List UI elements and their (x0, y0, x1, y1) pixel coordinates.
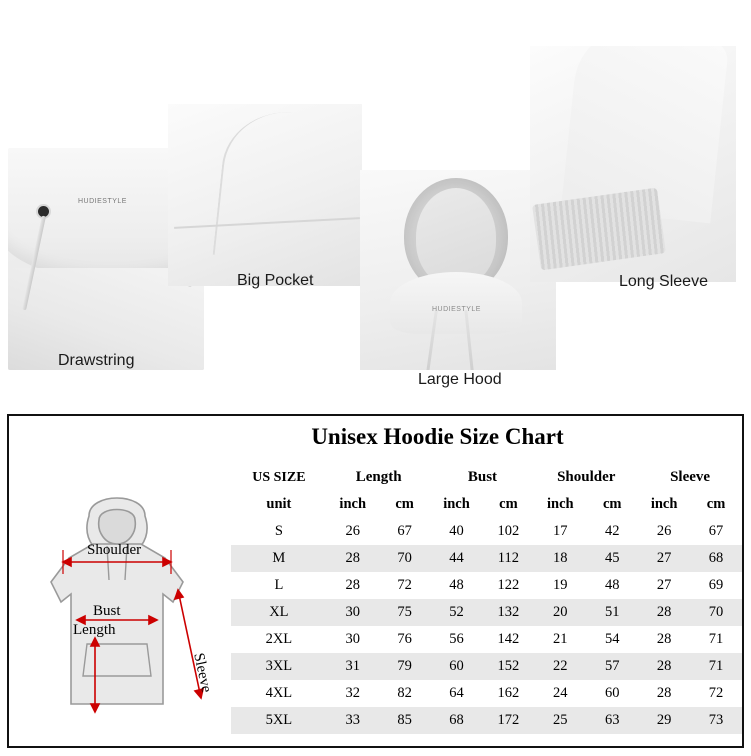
cell: 60 (604, 685, 620, 701)
unit-cell: inch (650, 496, 678, 512)
cell: 57 (586, 653, 638, 680)
unit-label: unit (266, 496, 292, 512)
size-table (231, 464, 742, 734)
cell: 44 (431, 545, 483, 572)
cell: 112 (482, 545, 534, 572)
cell: 48 (604, 577, 620, 593)
shoulder-label: Shoulder (87, 542, 142, 558)
cell: 85 (379, 707, 431, 734)
cell: 52 (431, 599, 483, 626)
cell: 29 (638, 707, 690, 734)
cell: 27 (656, 577, 672, 593)
cell: 28 (638, 653, 690, 680)
cell: 28 (345, 577, 360, 593)
cell: 24 (553, 685, 568, 701)
pocket-curve (213, 106, 362, 273)
cell: 19 (553, 577, 568, 593)
size-chart-title (9, 424, 746, 450)
table-row (231, 599, 742, 626)
brand-logo: HUDIESTYLE (432, 306, 481, 313)
table-unit-row (231, 491, 742, 518)
header-group-bust: Bust (467, 469, 498, 485)
cell: 64 (449, 685, 464, 701)
table-row (231, 545, 742, 572)
unit-cell: cm (499, 496, 518, 512)
cell: 48 (449, 577, 464, 593)
table-row (231, 680, 742, 707)
table-group-header-row (231, 464, 742, 491)
cell: 132 (482, 599, 534, 626)
measurement-diagram (15, 462, 227, 744)
cell: 33 (327, 707, 379, 734)
cell: 21 (553, 631, 568, 647)
table-row (231, 518, 742, 545)
cell: 28 (656, 685, 672, 701)
large-hood-photo (360, 170, 556, 370)
cell: 42 (604, 523, 620, 539)
size-chart-title-text: Unisex Hoodie Size Chart (311, 424, 564, 449)
cell: 28 (638, 599, 690, 626)
big-pocket-label: Big Pocket (237, 272, 314, 289)
cell: 71 (708, 631, 724, 647)
cell: 67 (708, 523, 724, 539)
unit-cell: cm (395, 496, 414, 512)
cell: 73 (690, 707, 742, 734)
brand-logo: HUDIESTYLE (78, 198, 127, 205)
cell: 68 (690, 545, 742, 572)
bust-label: Bust (93, 603, 121, 619)
cell: 152 (482, 653, 534, 680)
cell: 32 (345, 685, 360, 701)
cell: 71 (690, 653, 742, 680)
sleeve-label: Sleeve (190, 651, 215, 695)
cell: 54 (604, 631, 620, 647)
unit-cell: inch (339, 496, 367, 512)
cell: 25 (534, 707, 586, 734)
hood-collar (390, 272, 522, 334)
cell: 30 (327, 599, 379, 626)
cell: 172 (482, 707, 534, 734)
table-row (231, 572, 742, 599)
table-row (231, 626, 742, 653)
big-pocket-photo (168, 104, 362, 286)
cell: 26 (656, 523, 672, 539)
cell: 27 (638, 545, 690, 572)
cell: 76 (397, 631, 412, 647)
row-size: 2XL (265, 631, 293, 647)
row-size: 4XL (265, 685, 293, 701)
drawstring-label: Drawstring (58, 352, 135, 369)
cell: 75 (379, 599, 431, 626)
cell: 17 (553, 523, 568, 539)
cell: 70 (379, 545, 431, 572)
cell: 20 (534, 599, 586, 626)
table-row (231, 653, 742, 680)
cell: 28 (656, 631, 672, 647)
header-us-size: US SIZE (252, 470, 306, 485)
cell: 26 (345, 523, 360, 539)
unit-cell: inch (547, 496, 574, 512)
cell: 18 (534, 545, 586, 572)
unit-cell: cm (602, 496, 622, 512)
cell: 142 (497, 631, 520, 647)
row-size: XL (231, 599, 327, 626)
cell: 60 (431, 653, 483, 680)
row-size: 3XL (231, 653, 327, 680)
size-chart-card (7, 414, 744, 748)
cell: 70 (690, 599, 742, 626)
long-sleeve-label: Long Sleeve (619, 273, 708, 290)
cell: 22 (534, 653, 586, 680)
cell: 82 (397, 685, 412, 701)
cell: 51 (586, 599, 638, 626)
row-size: 5XL (231, 707, 327, 734)
header-group-shoulder: Shoulder (557, 469, 616, 485)
cell: 79 (379, 653, 431, 680)
cell: 31 (327, 653, 379, 680)
long-sleeve-photo (530, 46, 736, 282)
header-group-length: Length (355, 469, 402, 485)
row-size: M (231, 545, 327, 572)
cell: 40 (449, 523, 464, 539)
header-group-sleeve: Sleeve (670, 469, 711, 485)
cell: 45 (586, 545, 638, 572)
cell: 72 (708, 685, 724, 701)
cell: 69 (708, 577, 724, 593)
cell: 162 (497, 685, 520, 701)
cell: 102 (497, 523, 520, 539)
cell: 122 (497, 577, 520, 593)
cell: 67 (397, 523, 412, 539)
table-row (231, 707, 742, 734)
sleeve-cuff (532, 188, 666, 271)
unit-cell: inch (443, 496, 470, 512)
length-label: Length (73, 622, 116, 638)
cell: 28 (327, 545, 379, 572)
row-size: S (274, 523, 283, 539)
cell: 63 (586, 707, 638, 734)
cell: 72 (397, 577, 412, 593)
row-size: L (274, 577, 284, 593)
cell: 68 (431, 707, 483, 734)
cell: 30 (345, 631, 360, 647)
unit-cell: cm (706, 496, 726, 512)
cell: 56 (449, 631, 464, 647)
large-hood-label: Large Hood (418, 371, 502, 388)
